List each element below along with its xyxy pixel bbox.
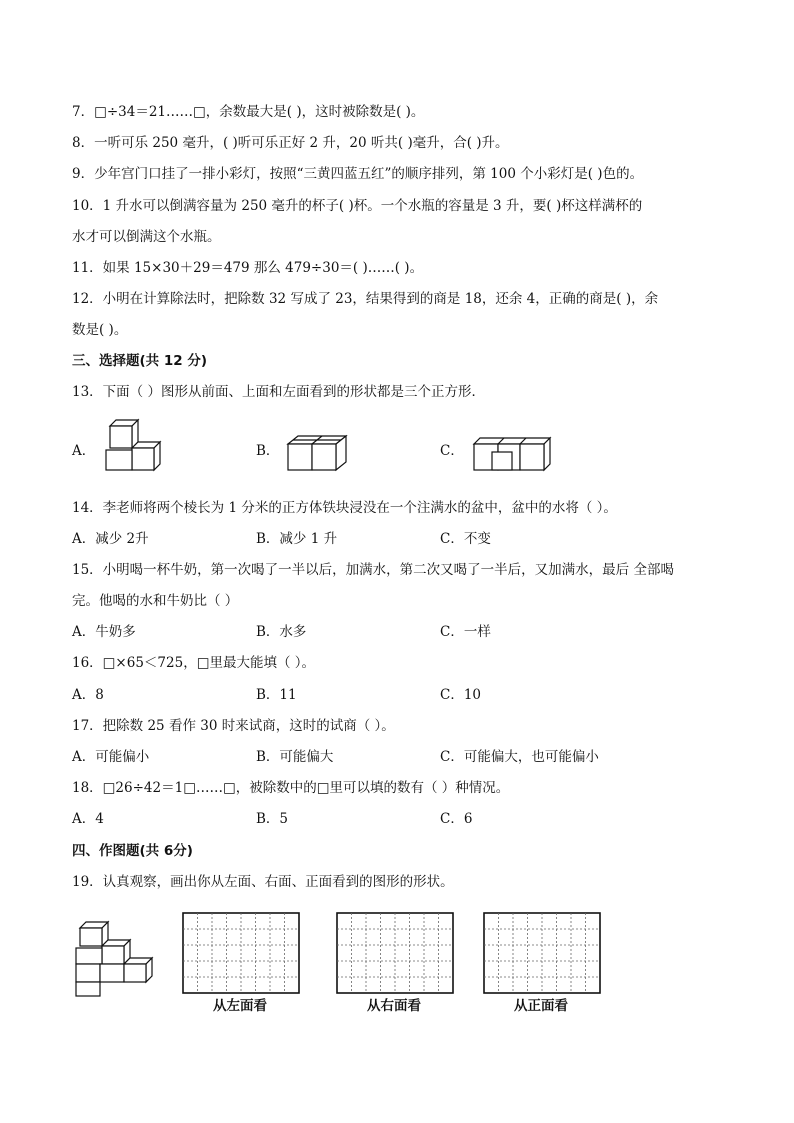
q16-option-b: B．11 xyxy=(256,687,297,703)
q16-option-a: A．8 xyxy=(72,687,104,703)
q15-option-a: A．牛奶多 xyxy=(72,624,136,640)
q17-option-a: A．可能偏小 xyxy=(72,749,150,765)
q17-option-b: B．可能偏大 xyxy=(256,749,334,765)
question-8: 8．一听可乐 250 毫升，( )听可乐正好 2 升，20 听共( )毫升，合( )升。 xyxy=(72,135,509,151)
left-view-grid[interactable] xyxy=(182,912,300,994)
question-9: 9．少年宫门口挂了一排小彩灯，按照“三黄四蓝五红”的顺序排列，第 100 个小彩灯是( )色的。 xyxy=(72,166,644,182)
q18-option-b: B．5 xyxy=(256,811,289,827)
question-13: 13．下面（ ）图形从前面、上面和左面看到的形状都是三个正方形． xyxy=(72,384,485,400)
q18-option-c: C．6 xyxy=(440,811,473,827)
q13-option-b: B． xyxy=(256,443,280,459)
question-18: 18．□26÷42＝1□……□，被除数中的□里可以填的数有（ ）种情况。 xyxy=(72,780,510,796)
cube-figure-a xyxy=(102,414,166,472)
q19-cube-stack xyxy=(74,918,154,998)
section-4-title: 四、作图题(共 6分) xyxy=(72,843,193,859)
cube-figure-c xyxy=(472,434,552,474)
right-view-grid[interactable] xyxy=(336,912,454,994)
q14-option-c: C．不变 xyxy=(440,531,491,547)
q14-option-a: A．减少 2升 xyxy=(72,531,149,547)
cube-figure-b xyxy=(286,432,352,474)
question-10-line2: 水才可以倒满这个水瓶。 xyxy=(72,229,221,245)
q15-option-b: B．水多 xyxy=(256,624,307,640)
caption-right-view: 从右面看 xyxy=(367,998,421,1014)
q13-option-a: A． xyxy=(72,443,96,459)
question-11: 11．如果 15×30＋29＝479 那么 479÷30＝( )……( )。 xyxy=(72,260,424,276)
q17-option-c: C．可能偏大，也可能偏小 xyxy=(440,749,599,765)
question-17: 17．把除数 25 看作 30 时来试商，这时的试商（ ）。 xyxy=(72,718,395,734)
question-12-line2: 数是( )。 xyxy=(72,322,128,338)
question-7: 7．□÷34＝21……□，余数最大是( )，这时被除数是( )。 xyxy=(72,104,425,120)
question-10-line1: 10．1 升水可以倒满容量为 250 毫升的杯子( )杯。一个水瓶的容量是 3 升，要( )杯这样满杯的 xyxy=(72,198,643,214)
q16-option-c: C．10 xyxy=(440,687,482,703)
caption-front-view: 从正面看 xyxy=(514,998,568,1014)
caption-left-view: 从左面看 xyxy=(213,998,267,1014)
q13-option-c: C． xyxy=(440,443,464,459)
q14-option-b: B．减少 1 升 xyxy=(256,531,338,547)
question-14: 14．李老师将两个棱长为 1 分米的正方体铁块浸没在一个注满水的盆中，盆中的水将（ ）。 xyxy=(72,500,617,516)
question-15-line2: 完。他喝的水和牛奶比（ ） xyxy=(72,593,239,609)
q15-option-c: C．一样 xyxy=(440,624,491,640)
q18-option-a: A．4 xyxy=(72,811,104,827)
question-19: 19．认真观察，画出你从左面、右面、正面看到的图形的形状。 xyxy=(72,874,454,890)
section-3-title: 三、选择题(共 12 分) xyxy=(72,353,208,369)
question-12-line1: 12．小明在计算除法时，把除数 32 写成了 23，结果得到的商是 18，还余 4，正确的商是( )，余 xyxy=(72,291,659,307)
front-view-grid[interactable] xyxy=(483,912,601,994)
question-15-line1: 15．小明喝一杯牛奶，第一次喝了一半以后，加满水，第二次又喝了一半后，又加满水，最后 全部喝 xyxy=(72,562,674,578)
question-16: 16．□×65＜725，□里最大能填（ ）。 xyxy=(72,655,315,671)
